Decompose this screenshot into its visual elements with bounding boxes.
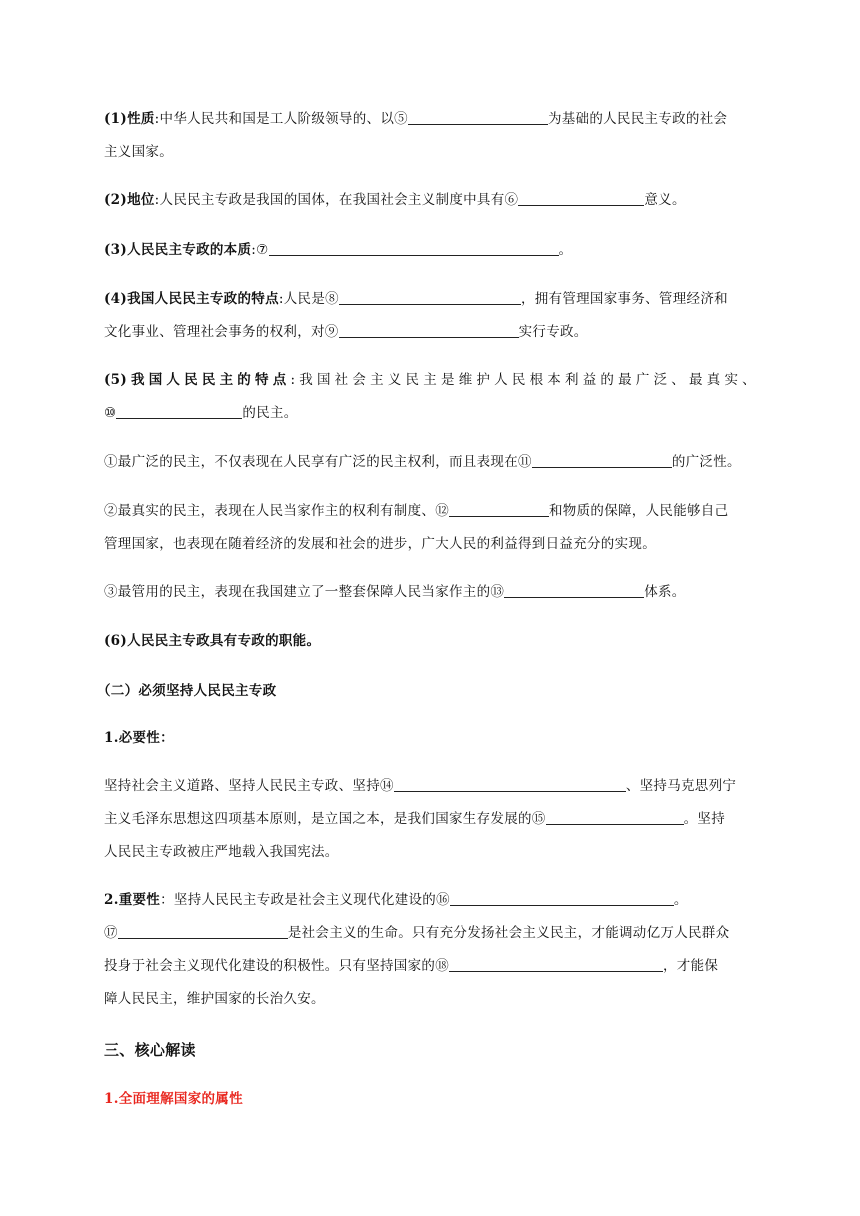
fill-blank-18[interactable] xyxy=(449,956,663,972)
text: ③最管用的民主，表现在我国建立了一整套保障人民当家作主的⑬ xyxy=(104,584,505,600)
text: 坚持社会主义道路、坚持人民民主专政、坚持⑭ xyxy=(104,778,394,794)
necessity-paragraph xyxy=(104,770,756,869)
text: 我国社会主义民主是维护人民根本利益的最广泛、最真实、 xyxy=(295,372,756,388)
text: 意义。 xyxy=(644,192,686,208)
item-label: (5)我国人民民主的特点 xyxy=(104,372,291,388)
text: 坚持人民民主专政是社会主义现代化建设的⑯ xyxy=(173,892,450,908)
text: 主义毛泽东思想这四项基本原则，是立国之本，是我们国家生存发展的⑮ xyxy=(104,811,546,827)
text: 是社会主义的生命。只有充分发扬社会主义民主，才能调动亿万人民群众 xyxy=(287,925,730,941)
item-status xyxy=(104,184,756,217)
text: 障人民民主，维护国家的长治久安。 xyxy=(104,991,325,1007)
item-label: (2)地位 xyxy=(104,192,155,208)
text: 人民民主专政是我国的国体，在我国社会主义制度中具有⑥ xyxy=(159,192,519,208)
colon: ： xyxy=(160,892,174,908)
fill-blank-13[interactable] xyxy=(504,582,644,598)
text: 的广泛性。 xyxy=(671,454,741,470)
text: ，才能保 xyxy=(663,958,719,974)
fill-blank-17[interactable] xyxy=(118,923,288,939)
text: 。 xyxy=(673,892,688,908)
fill-blank-10[interactable] xyxy=(116,403,242,419)
subheading-necessity: 1.必要性： xyxy=(104,730,174,746)
fill-blank-11[interactable] xyxy=(532,452,672,468)
text: 。 xyxy=(558,242,573,258)
section-heading: （二）必须坚持人民民主专政 xyxy=(97,683,277,699)
fill-blank-12[interactable] xyxy=(449,501,549,517)
text: 文化事业、管理社会事务的权利，对⑨ xyxy=(104,324,339,340)
colon: : xyxy=(154,192,160,208)
text: ⑰ xyxy=(104,925,118,941)
item-label: 2.重要性 xyxy=(104,892,161,908)
item-essence xyxy=(104,234,756,267)
text: 。坚持 xyxy=(683,811,726,827)
item-features xyxy=(104,283,756,349)
text: 实行专政。 xyxy=(518,324,588,340)
text: 、坚持马克思列宁 xyxy=(625,778,737,794)
text: 和物质的保障，人民能够自己 xyxy=(549,503,729,519)
text: 投身于社会主义现代化建设的积极性。只有坚持国家的⑱ xyxy=(104,958,449,974)
colon: : xyxy=(290,372,296,388)
text: ⑦ xyxy=(256,242,269,258)
text: ②最真实的民主，表现在人民当家作主的权利有制度、⑫ xyxy=(104,503,449,519)
text: ，拥有管理国家事务、管理经济和 xyxy=(520,291,728,307)
item-dictatorship-function: (6)人民民主专政具有专政的职能。 xyxy=(104,633,321,649)
text: 中华人民共和国是工人阶级领导的、以⑤ xyxy=(159,111,408,127)
text: 人民民主专政被庄严地载入我国宪法。 xyxy=(104,844,339,860)
section-heading-core: 三、核心解读 xyxy=(104,1041,196,1059)
item-democracy-features xyxy=(104,364,756,430)
importance-paragraph xyxy=(104,884,756,1016)
fill-blank-5[interactable] xyxy=(408,109,548,125)
fill-blank-6[interactable] xyxy=(518,190,644,206)
fill-blank-16[interactable] xyxy=(450,890,674,906)
subheading-state-attributes: 1.全面理解国家的属性 xyxy=(104,1091,243,1107)
fill-blank-9[interactable] xyxy=(339,322,519,338)
item-label: (1)性质 xyxy=(104,111,155,127)
fill-blank-14[interactable] xyxy=(394,776,626,792)
fill-blank-15[interactable] xyxy=(546,809,684,825)
text: 主义国家。 xyxy=(104,144,173,160)
colon: : xyxy=(154,111,160,127)
item-effective-democracy xyxy=(104,576,756,609)
item-truest-democracy xyxy=(104,495,756,561)
item-nature xyxy=(104,103,756,169)
text: 人民是⑧ xyxy=(283,291,339,307)
fill-blank-7[interactable] xyxy=(269,240,559,256)
text: 体系。 xyxy=(644,584,686,600)
text: 为基础的人民民主专政的社会 xyxy=(547,111,728,127)
fill-blank-8[interactable] xyxy=(339,289,521,305)
text: ①最广泛的民主，不仅表现在人民享有广泛的民主权利，而且表现在⑪ xyxy=(104,454,532,470)
item-label: (4)我国人民民主专政的特点 xyxy=(104,291,279,307)
text: ⑩ xyxy=(104,405,117,421)
text: 管理国家，也表现在随着经济的发展和社会的进步，广大人民的利益得到日益充分的实现。 xyxy=(104,536,656,552)
text: 的民主。 xyxy=(242,405,298,421)
item-label: (3)人民民主专政的本质 xyxy=(104,242,252,258)
item-widest-democracy xyxy=(104,446,756,479)
colon: : xyxy=(278,291,284,307)
colon: : xyxy=(251,242,257,258)
